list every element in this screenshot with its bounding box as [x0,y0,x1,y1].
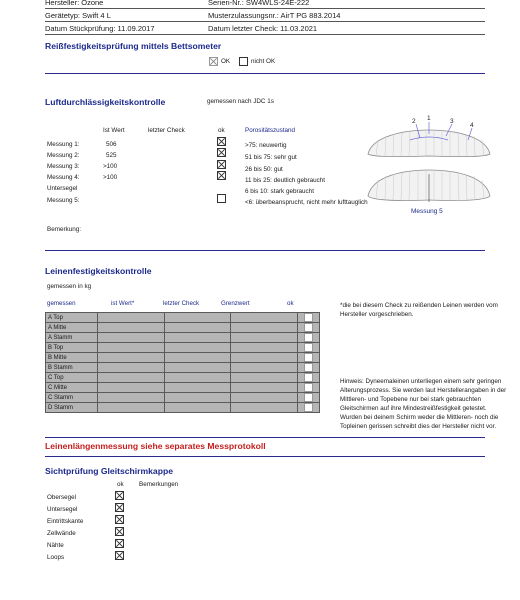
letzter-cell[interactable] [164,393,231,403]
row-label: B Stamm [46,363,98,373]
poro-item: 26 bis 50: gut [245,166,283,173]
ok-cell [298,363,320,373]
messung-label: Messung 1: [47,141,80,148]
col-bemerkungen: Bemerkungen [139,481,179,488]
letzter-cell[interactable] [164,363,231,373]
col-ok: ok [287,300,294,307]
grenz-cell[interactable] [231,353,298,363]
musterzulassung-field: Musterzulassungsnr.: AirT PG 883.2014 [208,11,341,20]
messung-label: Messung 2: [47,152,80,159]
col-letzter-check: letzter Check [163,300,200,307]
leinen-table [45,312,320,413]
ok-checkbox[interactable] [304,403,313,412]
ist-cell[interactable] [98,333,165,343]
row-label: B Mitte [46,353,98,363]
messung-value: 525 [106,152,117,159]
row-label: D Stamm [46,403,98,413]
ok-cell [298,313,320,323]
sicht-item-label: Untersegel [47,506,78,513]
ok-cell [298,383,320,393]
wing-diagram [364,114,494,218]
section-divider [45,456,485,457]
table-row [46,403,320,413]
table-row [46,363,320,373]
ok-cell [298,393,320,403]
table-row [46,343,320,353]
wing-number: 2 [412,118,416,125]
messung-label: Messung 5: [47,197,80,204]
wing-bottom-view [368,170,490,202]
ok-checkbox[interactable] [304,353,313,362]
letzter-cell[interactable] [164,313,231,323]
datum-stueckpruefung-field: Datum Stückprüfung: 11.09.2017 [45,24,155,33]
sicht-ok-checkbox[interactable] [115,491,124,500]
row-label: B Top [46,343,98,353]
wing-number: 1 [427,115,431,122]
seriennr-field: Serien-Nr.: SW4WLS-24E-222 [208,0,310,7]
table-row [46,373,320,383]
sicht-item-label: Loops [47,554,65,561]
luft-ok-checkbox[interactable] [217,194,226,203]
col-letzter-check: letzter Check [148,127,185,134]
letzter-cell[interactable] [164,403,231,413]
messung-value: >100 [103,174,118,181]
messung-label: Messung 4: [47,174,80,181]
table-row [46,323,320,333]
grenz-cell[interactable] [231,363,298,373]
sicht-ok-checkbox[interactable] [115,527,124,536]
section-divider [45,73,485,74]
reiss-title: Reißfestigkeitsprüfung mittels Bettsometer [45,41,222,51]
reiss-ok-checkbox[interactable] [209,57,218,66]
ok-checkbox[interactable] [304,313,313,322]
messung-value: 506 [106,141,117,148]
luft-ok-checkbox[interactable] [217,137,226,146]
ist-cell[interactable] [98,393,165,403]
letzter-cell[interactable] [164,383,231,393]
row-label: C Mitte [46,383,98,393]
row-label: A Mitte [46,323,98,333]
ok-checkbox[interactable] [304,363,313,372]
sicht-ok-checkbox[interactable] [115,539,124,548]
ok-cell [298,343,320,353]
sicht-ok-checkbox[interactable] [115,503,124,512]
col-ist-wert: Ist Wert [103,127,125,134]
sicht-item-label: Nähte [47,542,64,549]
sicht-item-label: Eintrittskante [47,518,84,525]
messung-label: Messung 3: [47,163,80,170]
poro-item: 11 bis 25: deutlich gebraucht [245,177,326,184]
luft-ok-checkbox[interactable] [217,160,226,169]
table-row [46,333,320,343]
letzter-cell[interactable] [164,353,231,363]
wing-number: 4 [470,122,474,129]
grenz-cell[interactable] [231,333,298,343]
ok-checkbox[interactable] [304,383,313,392]
grenz-cell[interactable] [231,343,298,353]
poro-item: 6 bis 10: stark gebraucht [245,188,314,195]
header-divider [45,34,485,35]
messung-value: >100 [103,163,118,170]
ist-cell[interactable] [98,373,165,383]
ok-cell [298,353,320,363]
datum-letzter-check-field: Datum letzter Check: 11.03.2021 [208,24,318,33]
grenz-cell[interactable] [231,383,298,393]
letzter-cell[interactable] [164,343,231,353]
col-ok: ok [218,127,225,134]
section-divider [45,437,485,438]
ok-cell [298,323,320,333]
ok-checkbox[interactable] [304,373,313,382]
row-label: A Top [46,313,98,323]
sicht-ok-checkbox[interactable] [115,551,124,560]
reiss-nicht-ok-checkbox[interactable] [239,57,248,66]
poro-item: >75: neuwertig [245,142,287,149]
ist-cell[interactable] [98,403,165,413]
sicht-item-label: Obersegel [47,494,77,501]
luft-title: Luftdurchlässigkeitskontrolle [45,97,166,107]
header-divider [45,21,485,22]
luft-method: gemessen nach JDC 1s [207,98,274,105]
table-row [46,393,320,403]
reiss-nicht-ok-label: nicht OK [251,58,276,65]
header-divider [45,8,485,9]
letzter-cell[interactable] [164,373,231,383]
table-row [46,313,320,323]
leinen-footnote: *die bei diesem Check zu reißenden Leinen werden vom Hersteller vorgeschrieben. [340,302,498,318]
col-ist-wert: ist Wert* [111,300,135,307]
letzter-cell[interactable] [164,333,231,343]
grenz-cell[interactable] [231,373,298,383]
table-row [46,353,320,363]
ist-cell[interactable] [98,363,165,373]
col-grenzwert: Grenzwert [221,300,250,307]
grenz-cell[interactable] [231,393,298,403]
col-porositaet: Porositätszustand [245,127,296,134]
ok-checkbox[interactable] [304,343,313,352]
ist-cell[interactable] [98,383,165,393]
leinenlaenge-title: Leinenlängenmessung siehe separates Messprotokoll [45,441,266,451]
ok-cell [298,403,320,413]
grenz-cell[interactable] [231,323,298,333]
bemerkung-label: Bemerkung: [47,226,81,233]
row-label: C Top [46,373,98,383]
luft-ok-checkbox[interactable] [217,171,226,180]
ist-cell[interactable] [98,343,165,353]
sicht-ok-checkbox[interactable] [115,515,124,524]
grenz-cell[interactable] [231,313,298,323]
reiss-ok-label: OK [221,58,231,65]
row-label: A Stamm [46,333,98,343]
sicht-item-label: Zellwände [47,530,76,537]
leinen-unit: gemessen in kg [47,283,92,290]
section-divider [45,250,485,251]
ist-cell[interactable] [98,323,165,333]
ok-cell [298,333,320,343]
poro-item: <6: überbeansprucht, nicht mehr lufttauglich [245,199,368,206]
geraetetyp-field: Gerätetyp: Swift 4 L [45,11,111,20]
wing-number: 3 [450,118,454,125]
messung5-caption: Messung 5 [411,208,443,215]
untersegel-label: Untersegel [47,185,78,192]
luft-ok-checkbox[interactable] [217,148,226,157]
sicht-title: Sichtprüfung Gleitschirmkappe [45,466,173,476]
col-gemessen: gemessen [47,300,76,307]
leinen-title: Leinenfestigkeitskontrolle [45,266,152,276]
ist-cell[interactable] [98,313,165,323]
grenz-cell[interactable] [231,403,298,413]
row-label: C Stamm [46,393,98,403]
leinen-hinweis: Hinweis: Dyneemaleinen unterliegen einem sehr geringen Alterungsprozess. Sie werden laut Herstellerangaben in der Mittleren- und Topebene nur bei stark gebrauchten Gleitschirmen auf ihre Mindestreißfestigkeit getestet. Wurden bei deinem Schirm weder die Mittleren- noch die Topleinen gerissen schreibt dies der Hersteller nicht vor. [340,378,507,430]
ok-checkbox[interactable] [304,323,313,332]
hersteller-field: Hersteller: Ozone [45,0,104,7]
ok-checkbox[interactable] [304,393,313,402]
poro-item: 51 bis 75: sehr gut [245,154,297,161]
table-row [46,383,320,393]
letzter-cell[interactable] [164,323,231,333]
ok-checkbox[interactable] [304,333,313,342]
ok-cell [298,373,320,383]
col-ok: ok [117,481,124,488]
ist-cell[interactable] [98,353,165,363]
